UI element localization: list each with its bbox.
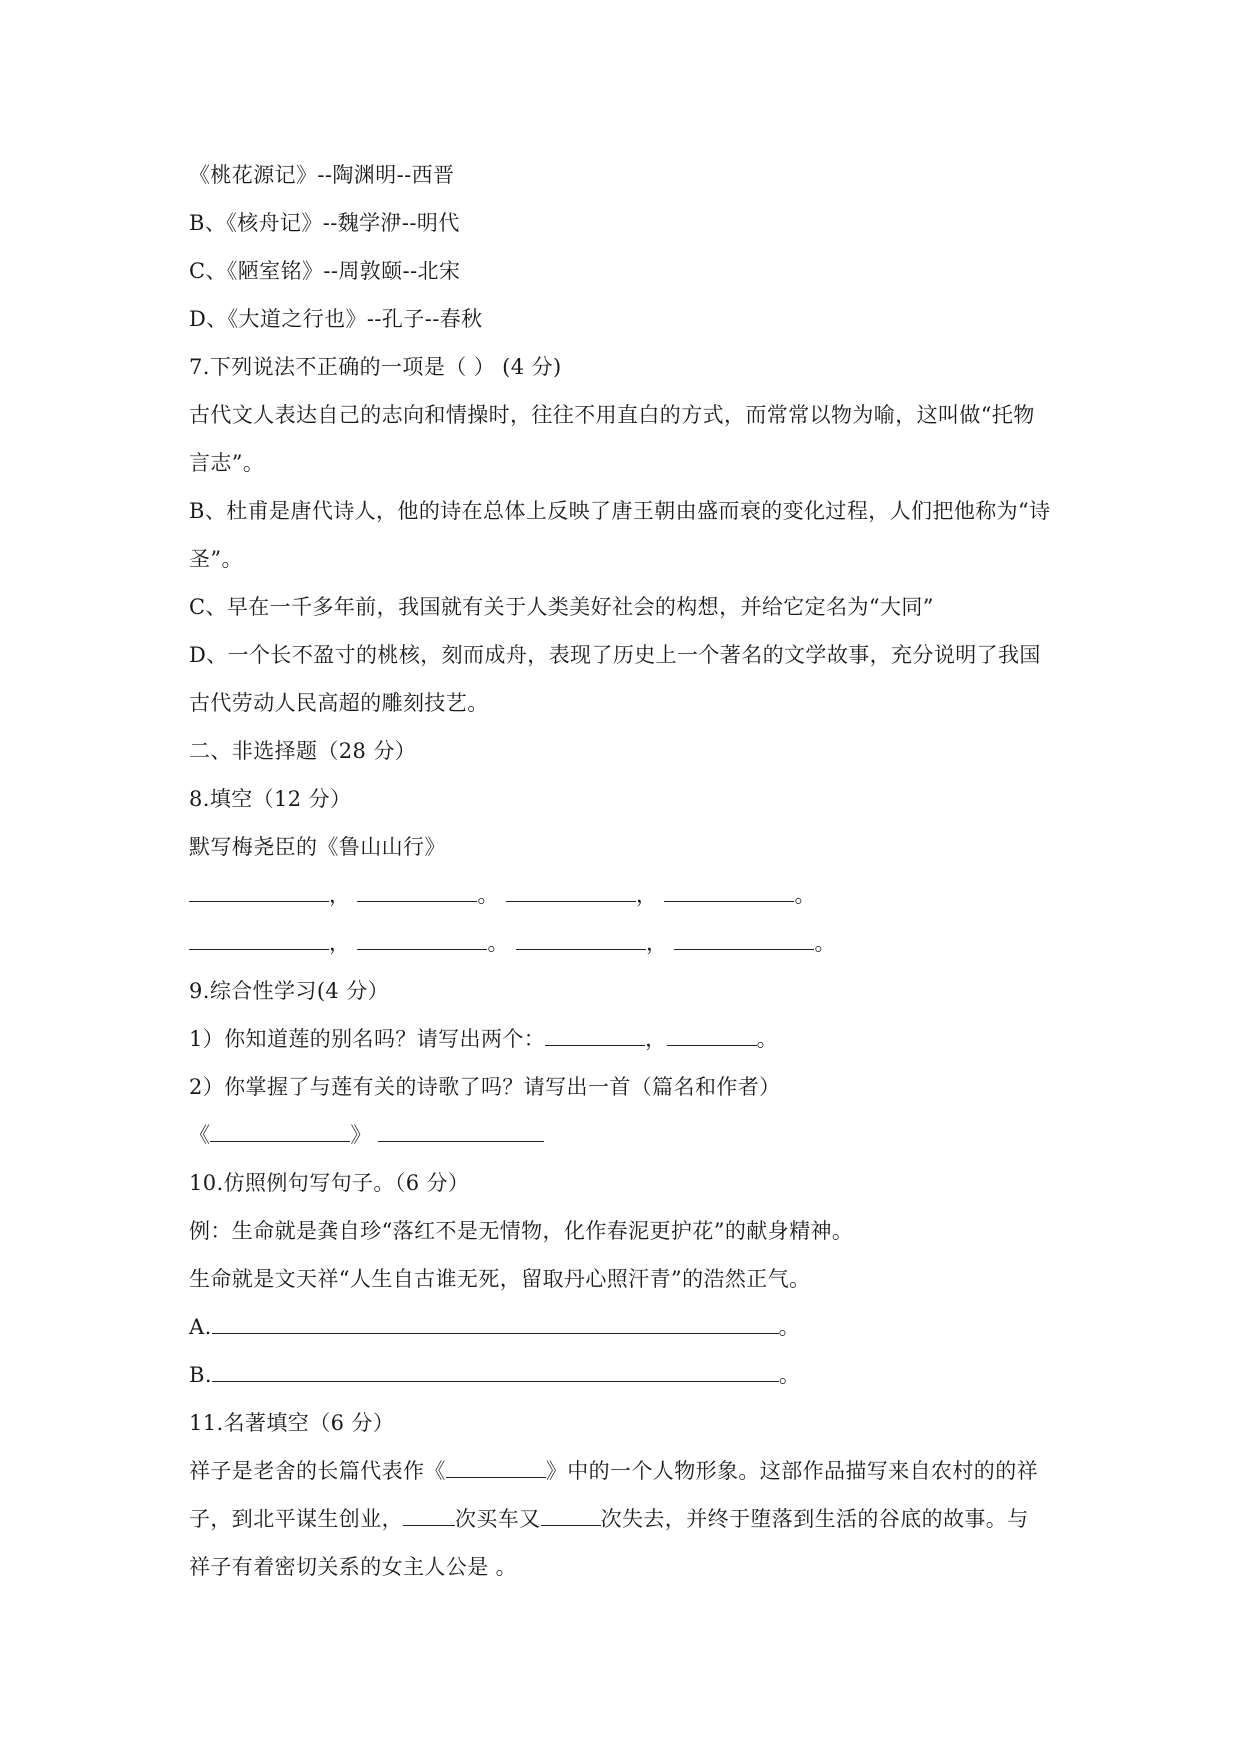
period: 。 — [477, 883, 499, 907]
q7-option-a-line1: 古代文人表达自己的志向和情操时，往往不用直白的方式，而常常以物为喻，这叫做“托物 — [189, 403, 1035, 427]
times-bought-blank[interactable] — [403, 1505, 455, 1526]
q11-line3: 祥子有着密切关系的女主人公是 。 — [189, 1555, 518, 1579]
comma: ， — [329, 883, 351, 907]
q6-option-d: D、《大道之行也》--孔子--春秋 — [189, 307, 483, 331]
q10-b-label: B. — [189, 1363, 212, 1387]
q11-line2 — [189, 1504, 1029, 1534]
period: 。 — [814, 931, 836, 955]
book-title-blank[interactable] — [446, 1457, 546, 1478]
poem-blank[interactable] — [664, 881, 794, 902]
comma: ， — [645, 931, 668, 955]
q7-option-b-line1: B、杜甫是唐代诗人，他的诗在总体上反映了唐王朝由盛而衰的变化过程，人们把他称为“诗 — [189, 499, 1051, 523]
q8-prompt: 默写梅尧臣的《鲁山山行》 — [189, 835, 446, 859]
q8-blank-row-1 — [189, 880, 816, 910]
q10-answer-b — [189, 1360, 800, 1390]
q11-line2-suffix: 次失去，并终于堕落到生活的谷底的故事。与 — [600, 1507, 1029, 1531]
poem-blank[interactable] — [189, 929, 329, 950]
close-title-mark: 》 — [350, 1123, 372, 1147]
q6-option-c: C、《陋室铭》--周敦颐--北宋 — [189, 259, 461, 283]
comma: ， — [645, 1027, 667, 1051]
q11-line2-prefix: 子，到北平谋生创业， — [189, 1507, 403, 1531]
period: 。 — [794, 883, 816, 907]
q10-answer-a — [189, 1312, 800, 1342]
q7-stem: 7.下列说法不正确的一项是（ ） (4 分) — [189, 355, 562, 379]
poem-blank[interactable] — [516, 929, 646, 950]
q8-blank-row-2 — [189, 928, 836, 958]
q9-poem-answer — [189, 1120, 544, 1150]
comma: ， — [329, 931, 351, 955]
q10-b-blank[interactable] — [212, 1361, 779, 1382]
q9-q1 — [189, 1024, 778, 1054]
q11-line1 — [189, 1456, 1038, 1486]
q7-option-a-line2: 言志”。 — [189, 451, 265, 475]
q11-line2-mid: 次买车又 — [455, 1507, 541, 1531]
poem-title-blank[interactable] — [210, 1121, 350, 1142]
lotus-name-blank[interactable] — [545, 1025, 645, 1046]
times-lost-blank[interactable] — [541, 1505, 601, 1526]
q8-title: 8.填空（12 分） — [189, 787, 352, 811]
comma: ， — [635, 883, 658, 907]
period: 。 — [487, 931, 509, 955]
q7-option-c: C、早在一千多年前，我国就有关于人类美好社会的构想，并给它定名为“大同” — [189, 595, 934, 619]
poem-blank[interactable] — [357, 929, 487, 950]
q11-line1-suffix: 》中的一个人物形象。这部作品描写来自农村的的祥 — [545, 1459, 1039, 1483]
poem-blank[interactable] — [506, 881, 636, 902]
q7-option-d-line2: 古代劳动人民高超的雕刻技艺。 — [189, 691, 489, 715]
q10-a-blank[interactable] — [212, 1313, 779, 1334]
q6-option-a: 《桃花源记》--陶渊明--西晋 — [189, 163, 455, 187]
section2-title: 二、非选择题（28 分） — [189, 739, 417, 763]
q7-option-b-line2: 圣”。 — [189, 547, 243, 571]
lotus-name-blank[interactable] — [667, 1025, 757, 1046]
period: 。 — [778, 1315, 801, 1339]
q10-title: 10.仿照例句写句子。（6 分） — [189, 1171, 470, 1195]
poem-blank[interactable] — [189, 881, 329, 902]
poem-blank[interactable] — [357, 881, 477, 902]
q11-title: 11.名著填空（6 分） — [189, 1411, 395, 1435]
period: 。 — [756, 1027, 778, 1051]
q10-example: 例：生命就是龚自珍“落红不是无情物，化作春泥更护花”的献身精神。 — [189, 1219, 854, 1243]
q11-line1-prefix: 祥子是老舍的长篇代表作《 — [189, 1459, 446, 1483]
q9-title: 9.综合性学习(4 分） — [189, 979, 390, 1003]
q9-q2: 2）你掌握了与莲有关的诗歌了吗？请写出一首（篇名和作者） — [189, 1075, 781, 1099]
open-title-mark: 《 — [189, 1123, 211, 1147]
q10-sentence: 生命就是文天祥“人生自古谁无死，留取丹心照汗青”的浩然正气。 — [189, 1267, 811, 1291]
poem-blank[interactable] — [674, 929, 814, 950]
q10-a-label: A. — [189, 1315, 212, 1339]
period: 。 — [778, 1363, 801, 1387]
poem-author-blank[interactable] — [378, 1121, 544, 1142]
q7-option-d-line1: D、一个长不盈寸的桃核，刻而成舟，表现了历史上一个著名的文学故事，充分说明了我国 — [189, 643, 1041, 667]
q6-option-b: B、《核舟记》--魏学洢--明代 — [189, 211, 460, 235]
q9-q1-prefix: 1）你知道莲的别名吗？请写出两个： — [189, 1027, 546, 1051]
